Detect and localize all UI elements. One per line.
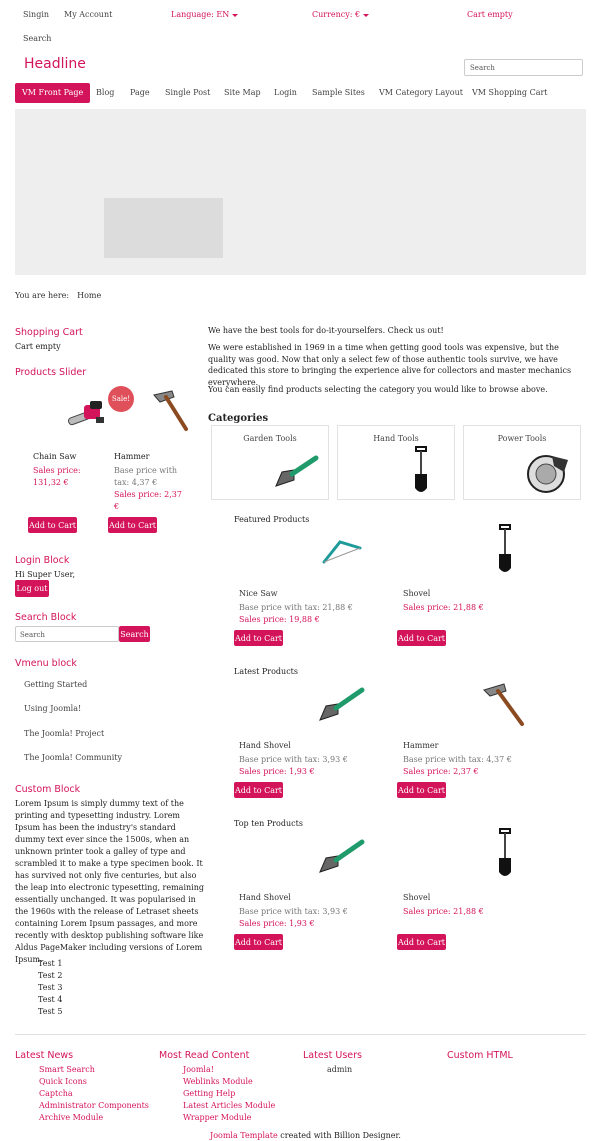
shovel-icon <box>410 446 434 496</box>
footer-link[interactable]: Archive Module <box>39 1113 104 1122</box>
nav-item-vm-front-page[interactable]: VM Front Page <box>15 83 90 103</box>
featured-title: Featured Products <box>234 515 310 524</box>
shopping-cart-title: Shopping Cart <box>15 327 83 338</box>
product-name[interactable]: Hand Shovel <box>239 741 291 750</box>
search-input[interactable]: Search <box>464 59 583 76</box>
nav-item-vm-category-layout[interactable]: VM Category Layout <box>379 88 463 97</box>
logout-button[interactable]: Log out <box>15 580 49 597</box>
footer-link[interactable]: Joomla! <box>183 1065 214 1074</box>
nav-item-sample-sites[interactable]: Sample Sites <box>312 88 365 97</box>
category-label: Garden Tools <box>243 434 297 443</box>
footer-link[interactable]: Captcha <box>39 1089 73 1098</box>
chevron-down-icon <box>232 14 238 17</box>
category-hand-tools[interactable] <box>337 425 455 500</box>
footer-link[interactable]: Administrator Components <box>39 1101 149 1110</box>
user-item: admin <box>327 1065 353 1074</box>
vmenu-item[interactable]: The Joomla! Community <box>24 753 122 762</box>
template-link[interactable]: Joomla Template <box>210 1131 278 1140</box>
vmenu-title: Vmenu block <box>15 658 77 669</box>
footer-link[interactable]: Weblinks Module <box>183 1077 253 1086</box>
saw-image[interactable] <box>320 534 364 570</box>
nav-item-vm-shopping-cart[interactable]: VM Shopping Cart <box>472 88 548 97</box>
chevron-down-icon <box>363 14 369 17</box>
product-name[interactable]: Nice Saw <box>239 589 278 598</box>
search-block-button[interactable]: Search <box>119 626 150 642</box>
sales-price: Sales price: 21,88 € <box>403 603 484 612</box>
add-to-cart-button[interactable]: Add to Cart <box>108 517 157 533</box>
product-name[interactable]: Hand Shovel <box>239 893 291 902</box>
circular-saw-icon <box>524 450 572 496</box>
vmenu-item[interactable]: Using Joomla! <box>24 704 82 713</box>
latest-news-title: Latest News <box>15 1050 74 1061</box>
add-to-cart-button[interactable]: Add to Cart <box>397 782 446 798</box>
intro-paragraph: We have the best tools for do-it-yourselfers. Check us out! <box>208 326 444 335</box>
intro-paragraph: You can easily find products selecting the category you would like to browse above. <box>208 385 548 394</box>
search-link[interactable]: Search <box>23 34 52 43</box>
vmenu-item[interactable]: Getting Started <box>24 680 88 689</box>
custom-block-text: Lorem Ipsum is simply dummy text of the printing and typesetting industry. Lorem Ipsum has been the industry's standard dummy text ever since the 1500s, when an unknown printer took a galley of type and scrambled it to make a type specimen book. It has survived not only five centuries, but also the leap into electronic typesetting, remaining essentially unchanged. It was popularised in the 1960s with the release of Letraset sheets containing Lorem Ipsum passages, and more recently with desktop publishing software like Aldus PageMaker including versions of Lorem Ipsum. <box>15 799 204 964</box>
sale-badge: Sale! <box>108 386 134 412</box>
login-greeting: Hi Super User, <box>15 570 76 579</box>
base-price: Base price with tax: 3,93 € <box>239 907 348 916</box>
my-account-link[interactable]: My Account <box>64 10 113 19</box>
category-label: Power Tools <box>497 434 547 443</box>
slider-price-label: Sales price: <box>33 466 81 475</box>
latest-users-title: Latest Users <box>303 1050 362 1061</box>
login-block-title: Login Block <box>15 555 70 566</box>
product-name[interactable]: Hammer <box>403 741 439 750</box>
language-label: Language: EN <box>171 10 230 19</box>
test-list <box>38 958 62 1018</box>
add-to-cart-button[interactable]: Add to Cart <box>234 934 283 950</box>
currency-dropdown[interactable] <box>312 10 369 19</box>
chain-saw-image[interactable] <box>66 393 112 435</box>
footer-divider <box>15 1034 586 1035</box>
site-headline[interactable]: Headline <box>24 56 86 72</box>
hand-shovel-icon <box>272 452 322 492</box>
category-garden-tools[interactable] <box>211 425 329 500</box>
slider-sales-price: € <box>114 502 120 511</box>
sales-price: Sales price: 2,37 € <box>403 767 479 776</box>
language-dropdown[interactable] <box>171 10 238 19</box>
most-read-title: Most Read Content <box>159 1050 250 1061</box>
breadcrumb-label: You are here: <box>15 291 70 300</box>
product-name[interactable]: Shovel <box>403 589 431 598</box>
nav-item-single-post[interactable]: Single Post <box>165 88 211 97</box>
sales-price: Sales price: 1,93 € <box>239 767 315 776</box>
products-slider-title: Products Slider <box>15 367 87 378</box>
add-to-cart-button[interactable]: Add to Cart <box>397 934 446 950</box>
breadcrumb-home[interactable]: Home <box>77 291 102 300</box>
custom-html-module <box>447 1050 513 1061</box>
list-item: Test 1 <box>38 959 63 968</box>
add-to-cart-button[interactable]: Add to Cart <box>397 630 446 646</box>
latest-news-module <box>15 1050 149 1124</box>
main-nav <box>15 83 586 103</box>
add-to-cart-button[interactable]: Add to Cart <box>28 517 77 533</box>
categories-title: Categories <box>208 413 269 424</box>
nav-item-blog[interactable]: Blog <box>96 88 115 97</box>
sales-price: Sales price: 1,93 € <box>239 919 315 928</box>
footer-link[interactable]: Latest Articles Module <box>183 1101 276 1110</box>
footer-link[interactable]: Wrapper Module <box>183 1113 252 1122</box>
search-block-input[interactable]: Search <box>15 626 119 642</box>
footer-link[interactable]: Smart Search <box>39 1065 95 1074</box>
add-to-cart-button[interactable]: Add to Cart <box>234 630 283 646</box>
hand-shovel-image[interactable] <box>316 686 366 726</box>
product-name[interactable]: Shovel <box>403 893 431 902</box>
slider-item-name[interactable]: Hammer <box>114 452 150 461</box>
hammer-image[interactable] <box>150 389 190 433</box>
shovel-image[interactable] <box>494 524 518 576</box>
slider-base-price: tax: 4,37 € <box>114 478 158 487</box>
latest-users-module <box>303 1050 362 1076</box>
base-price: Base price with tax: 3,93 € <box>239 755 348 764</box>
list-item: Test 5 <box>38 1007 63 1016</box>
latest-products-title: Latest Products <box>234 667 298 676</box>
banner-image-placeholder <box>104 198 223 258</box>
add-to-cart-button[interactable]: Add to Cart <box>234 782 283 798</box>
list-item: Test 3 <box>38 983 63 992</box>
vmenu-item[interactable]: The Joomla! Project <box>24 729 105 738</box>
cart-status: Cart empty <box>15 342 61 351</box>
base-price: Base price with tax: 21,88 € <box>239 603 353 612</box>
slider-price-value: 131,32 € <box>33 478 69 487</box>
shovel-image[interactable] <box>494 828 518 880</box>
currency-label: Currency: € <box>312 10 361 19</box>
slider-sales-price: Sales price: 2,37 <box>114 490 182 499</box>
list-item: Test 2 <box>38 971 63 980</box>
slider-item-name[interactable]: Chain Saw <box>33 452 77 461</box>
category-power-tools[interactable] <box>463 425 581 500</box>
cart-link[interactable]: Cart empty <box>467 10 513 19</box>
nav-item-site-map[interactable]: Site Map <box>224 88 261 97</box>
sales-price: Sales price: 21,88 € <box>403 907 484 916</box>
category-label: Hand Tools <box>373 434 419 443</box>
most-read-module <box>159 1050 275 1124</box>
footer-link[interactable]: Getting Help <box>183 1089 236 1098</box>
hand-shovel-image[interactable] <box>316 838 366 878</box>
top-ten-title: Top ten Products <box>234 819 303 828</box>
list-item: Test 4 <box>38 995 63 1004</box>
footer-credit <box>210 1131 401 1140</box>
footer-link[interactable]: Quick Icons <box>39 1077 87 1086</box>
credit-text: created with Billion Designer. <box>277 1131 401 1140</box>
breadcrumb <box>15 291 101 300</box>
hammer-image[interactable] <box>482 682 528 728</box>
hero-banner <box>15 109 586 275</box>
custom-html-title: Custom HTML <box>447 1050 513 1061</box>
intro-paragraph: We were established in 1969 in a time when getting good tools was expensive, but the quality was good. Now that only a select few of those authentic tools survive, we have dedicated this store to bringing the experience alive for collectors and master mechanics everywhere. <box>208 343 572 387</box>
custom-block-title: Custom Block <box>15 784 81 795</box>
base-price: Base price with tax: 4,37 € <box>403 755 512 764</box>
sales-price: Sales price: 19,88 € <box>239 615 320 624</box>
nav-item-login[interactable]: Login <box>274 88 297 97</box>
nav-item-page[interactable]: Page <box>130 88 150 97</box>
slider-base-price: Base price with <box>114 466 178 475</box>
signin-link[interactable]: Singin <box>23 10 50 19</box>
search-block-title: Search Block <box>15 612 77 623</box>
